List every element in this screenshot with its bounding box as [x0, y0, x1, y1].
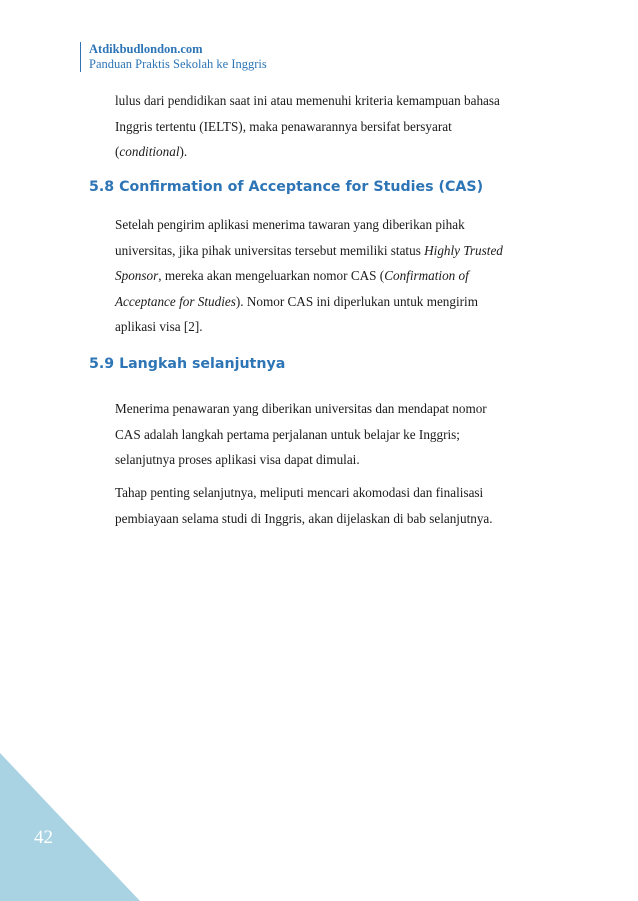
intro-line-1: lulus dari pendidikan saat ini atau memenuhi kriteria kemampuan bahasa	[115, 93, 500, 108]
header-subtitle: Panduan Praktis Sekolah ke Inggris	[89, 57, 267, 71]
s59-p2-line-1: Tahap penting selanjutnya, meliputi mencari akomodasi dan finalisasi	[115, 485, 484, 500]
s58-line-4: Acceptance for Studies). Nomor CAS ini diperlukan untuk mengirim	[115, 293, 478, 309]
header-site-name: Atdikbudlondon.com	[89, 42, 203, 56]
section-5-9-paragraph-2	[115, 480, 575, 531]
intro-line-3: (conditional).	[115, 144, 188, 159]
running-header	[80, 42, 267, 72]
intro-line-2: Inggris tertentu (IELTS), maka penawarannya bersifat bersyarat	[115, 118, 452, 134]
section-5-9-paragraph-1	[115, 396, 575, 473]
page-corner-decoration	[0, 753, 140, 901]
s59-p1-line-3: selanjutnya proses aplikasi visa dapat dimulai.	[115, 452, 360, 467]
s58-line-1: Setelah pengirim aplikasi menerima tawaran yang diberikan pihak	[115, 217, 465, 232]
s59-p1-line-1: Menerima penawaran yang diberikan universitas dan mendapat nomor	[115, 401, 487, 416]
corner-triangle	[0, 753, 140, 901]
intro-emphasis: conditional	[119, 144, 180, 159]
page-number: 42	[34, 827, 53, 848]
intro-paragraph	[115, 88, 575, 165]
s58-line-5: aplikasi visa [2].	[115, 319, 203, 334]
s58-line-2: universitas, jika pihak universitas tersebut memiliki status Highly Trusted	[115, 242, 503, 258]
section-5-8-heading: 5.8 Confirmation of Acceptance for Studies (CAS)	[89, 179, 484, 195]
s58-line-3: Sponsor, mereka akan mengeluarkan nomor CAS (Confirmation of	[115, 268, 469, 283]
section-5-9-heading: 5.9 Langkah selanjutnya	[89, 356, 286, 372]
s59-p2-line-2: pembiayaan selama studi di Inggris, akan dijelaskan di bab selanjutnya.	[115, 510, 493, 526]
section-5-8-paragraph	[115, 212, 575, 340]
s59-p1-line-2: CAS adalah langkah pertama perjalanan untuk belajar ke Inggris;	[115, 426, 460, 442]
